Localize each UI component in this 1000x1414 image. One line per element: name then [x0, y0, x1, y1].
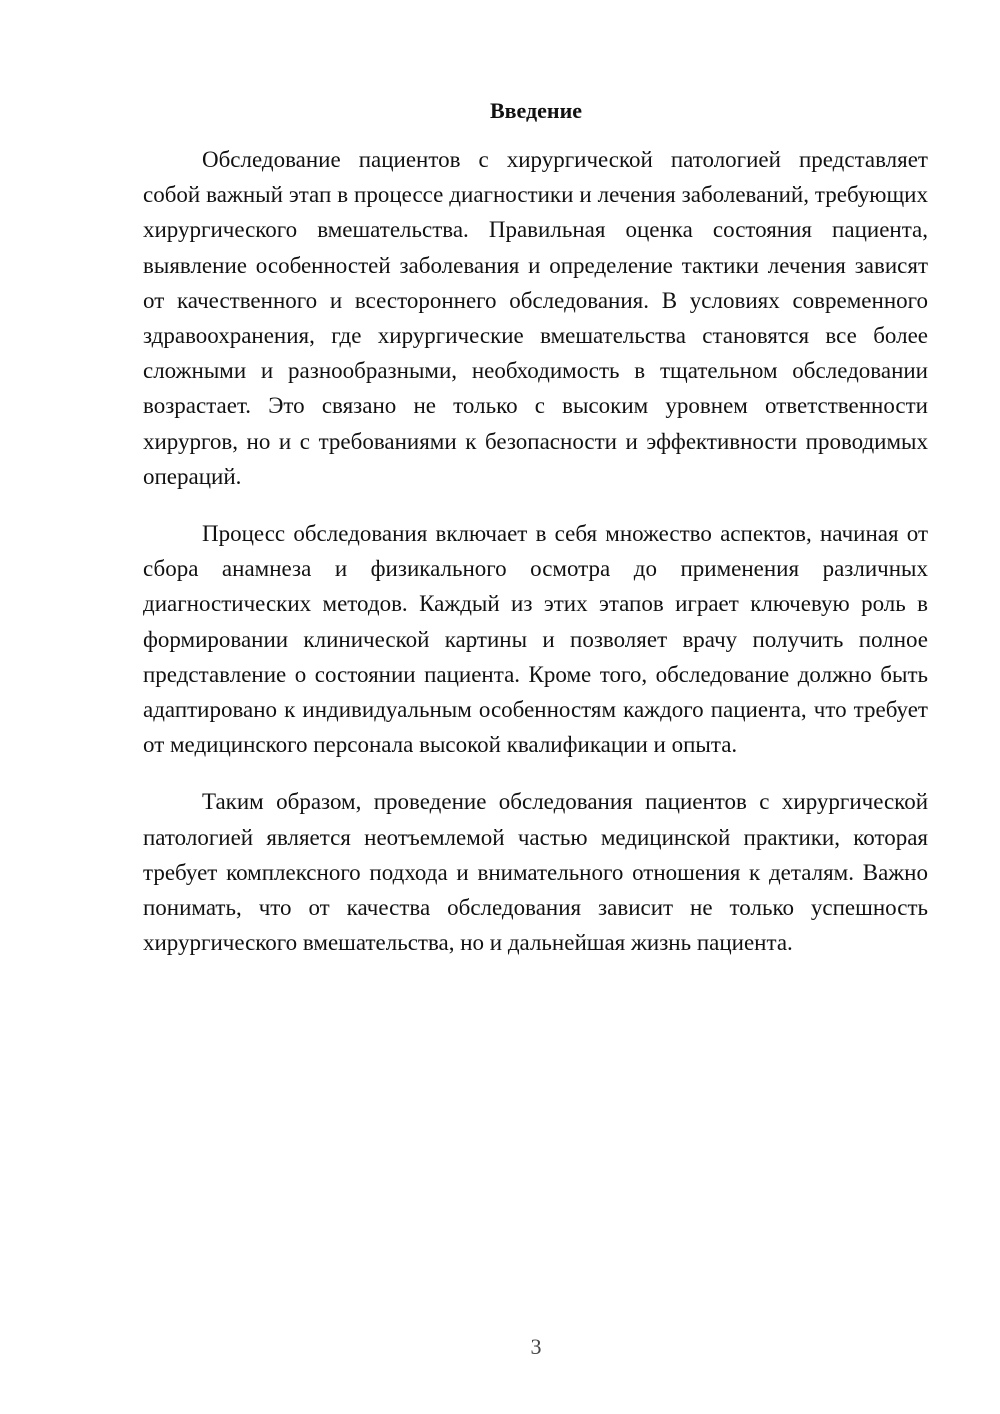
paragraph-2: Процесс обследования включает в себя множество аспектов, начиная от сбора анамнеза и физикального осмотра до применения различных диагностических методов. Каждый из этих этапов играет ключевую роль в формировании клинической картины и позволяет врачу получить полное представление о состоянии пациента. Кроме того, обследование должно быть адаптировано к индивидуальным особенностям каждого пациента, что требует от медицинского персонала высокой квалификации и опыта. — [143, 521, 928, 758]
paragraph-3: Таким образом, проведение обследования пациентов с хирургической патологией является неотъемлемой частью медицинской практики, которая требует комплексного подхода и внимательного отношения к деталям. Важно понимать, что от качества обследования зависит не только успешность хирургического вмешательства, но и дальнейшая жизнь пациента. — [143, 789, 928, 956]
page-number: 3 — [530, 1334, 542, 1359]
paragraph-1: Обследование пациентов с хирургической патологией представляет собой важный этап в процессе диагностики и лечения заболеваний, требующих хирургического вмешательства. Правильная оценка состояния пациента, выявление особенностей заболевания и определение тактики лечения зависят от качественного и всестороннего обследования. В условиях современного здравоохранения, где хирургические вмешательства становятся все более сложными и разнообразными, необходимость в тщательном обследовании возрастает. Это связано не только с высоким уровнем ответственности хирургов, но и с требованиями к безопасности и эффективности проводимых операций. — [143, 147, 928, 489]
section-title: Введение — [489, 98, 583, 123]
body-text — [143, 142, 928, 982]
